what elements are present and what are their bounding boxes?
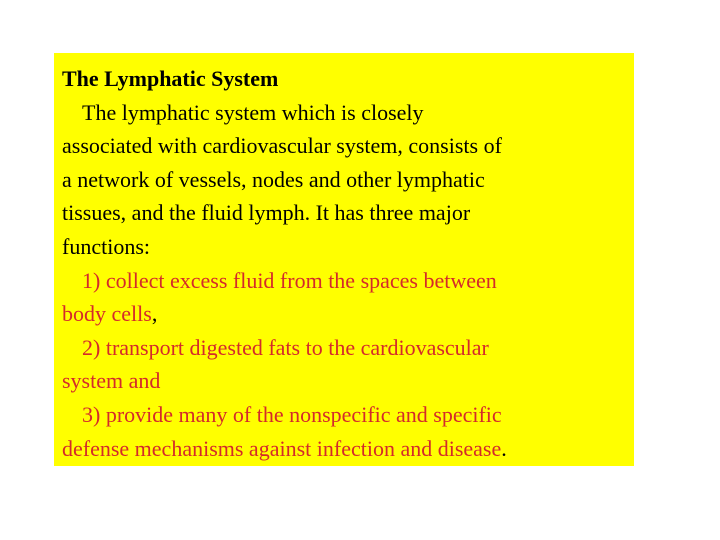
function-1-line-cont (62, 297, 634, 331)
function-1-line: 1) collect excess fluid from the spaces between (82, 267, 497, 293)
function-1-comma: , (151, 301, 158, 327)
function-3-period: . (501, 435, 507, 461)
intro-line: associated with cardiovascular system, consists of (62, 133, 502, 159)
function-3-line-cont (62, 432, 634, 466)
intro-line: functions: (62, 233, 150, 259)
intro-line: The lymphatic system which is closely (82, 99, 424, 125)
intro-line: a network of vessels, nodes and other lymphatic (62, 166, 485, 192)
function-3-text: defense mechanisms against infection and disease (62, 435, 502, 461)
function-2-line: 2) transport digested fats to the cardiovascular (82, 334, 489, 360)
slide-title: The Lymphatic System (62, 66, 279, 91)
function-1-text: body cells (62, 301, 152, 327)
intro-line: tissues, and the fluid lymph. It has three major (62, 200, 471, 226)
function-3-line: 3) provide many of the nonspecific and specific (82, 401, 502, 427)
text-box (54, 53, 634, 466)
function-2-line-cont: system and (62, 368, 161, 394)
